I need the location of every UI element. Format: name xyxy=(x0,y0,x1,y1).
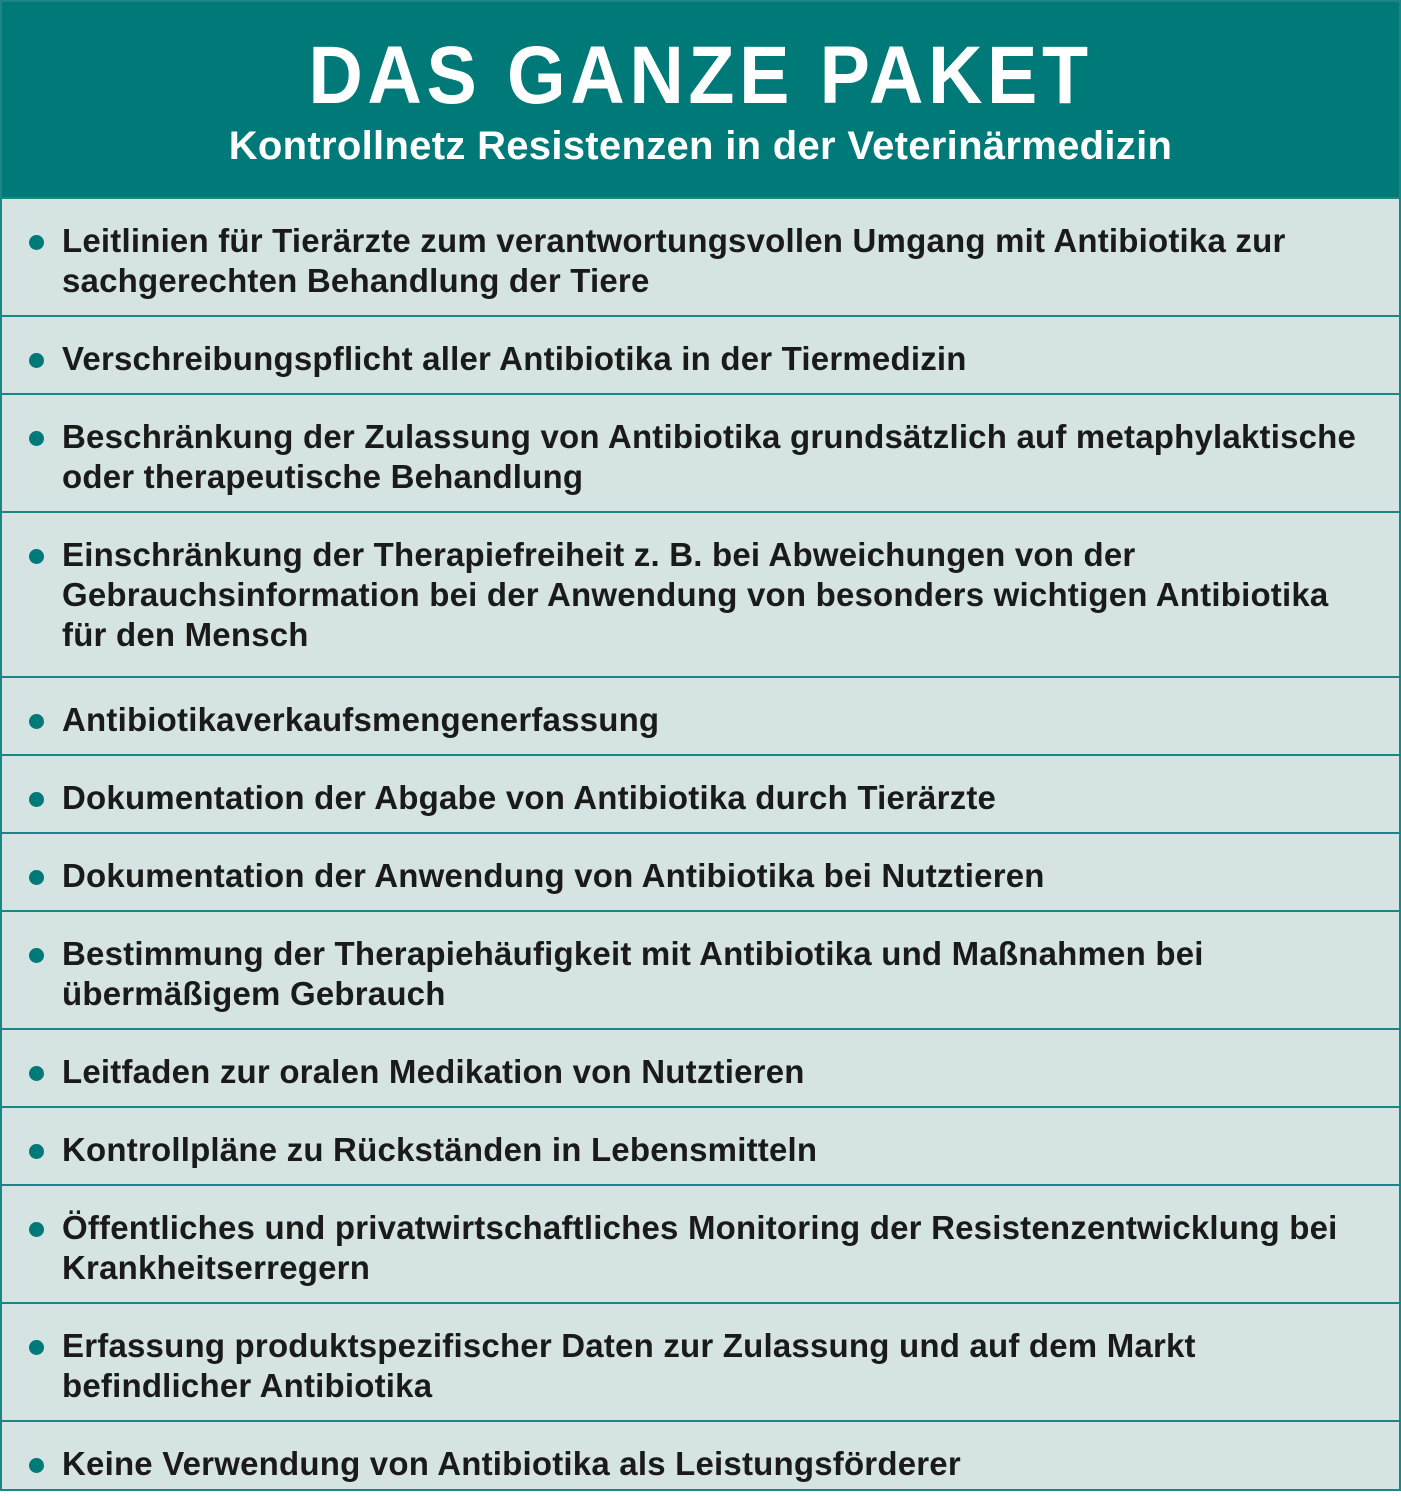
list-item xyxy=(2,395,1399,513)
panel-header xyxy=(2,2,1399,199)
list-item-text: Dokumentation der Abgabe von Antibiotika durch Tierärzte xyxy=(62,779,997,816)
list-item xyxy=(2,912,1399,1030)
list-item xyxy=(2,678,1399,756)
list-item-text: Verschreibungspflicht aller Antibiotika in der Tiermedizin xyxy=(62,340,967,377)
list-item xyxy=(2,317,1399,395)
bullet-icon xyxy=(29,235,44,250)
list-item-text: Erfassung produktspezifischer Daten zur Zulassung und auf dem Markt befindlicher Antibiotika xyxy=(62,1327,1196,1404)
bullet-icon xyxy=(29,1144,44,1159)
list-item xyxy=(2,1304,1399,1422)
list-item-text: Leitfaden zur oralen Medikation von Nutztieren xyxy=(62,1053,805,1090)
bullet-icon xyxy=(29,1066,44,1081)
bullet-icon xyxy=(29,353,44,368)
list-item-text: Einschränkung der Therapiefreiheit z. B. bei Abweichungen von der Gebrauchsinformation bei der Anwendung von besonders wichtigen Antibiotika für den Mensch xyxy=(62,536,1329,653)
list-item-text: Öffentliches und privatwirtschaftliches Monitoring der Resistenzentwicklung bei Krankheitserregern xyxy=(62,1209,1338,1286)
list-item xyxy=(2,513,1399,678)
list-item-text: Antibiotikaverkaufsmengenerfassung xyxy=(62,701,660,738)
bullet-icon xyxy=(29,870,44,885)
list-item xyxy=(2,834,1399,912)
bullet-icon xyxy=(29,549,44,564)
list-item xyxy=(2,1422,1399,1496)
list-item xyxy=(2,1108,1399,1186)
panel-subtitle: Kontrollnetz Resistenzen in der Veterinärmedizin xyxy=(228,124,1173,168)
list-item-text: Bestimmung der Therapiehäufigkeit mit Antibiotika und Maßnahmen bei übermäßigem Gebrauch xyxy=(62,935,1204,1012)
bullet-icon xyxy=(29,1340,44,1355)
bullet-icon xyxy=(29,948,44,963)
list-item xyxy=(2,1186,1399,1304)
list-item-text: Kontrollpläne zu Rückständen in Lebensmitteln xyxy=(62,1131,818,1168)
list-item xyxy=(2,1030,1399,1108)
panel-title: DAS GANZE PAKET xyxy=(308,30,1093,121)
bullet-icon xyxy=(29,1222,44,1237)
list-item-text: Leitlinien für Tierärzte zum verantwortungsvollen Umgang mit Antibiotika zur sachgerechten Behandlung der Tiere xyxy=(62,222,1286,299)
bullet-icon xyxy=(29,714,44,729)
list-item-text: Beschränkung der Zulassung von Antibiotika grundsätzlich auf metaphylaktische oder therapeutische Behandlung xyxy=(62,418,1357,495)
list-item-text: Keine Verwendung von Antibiotika als Leistungsförderer xyxy=(62,1445,961,1482)
bullet-icon xyxy=(29,431,44,446)
bullet-icon xyxy=(29,792,44,807)
list-item-text: Dokumentation der Anwendung von Antibiotika bei Nutztieren xyxy=(62,857,1045,894)
list-item xyxy=(2,756,1399,834)
measures-list xyxy=(2,199,1399,1496)
bullet-icon xyxy=(29,1458,44,1473)
list-item xyxy=(2,199,1399,317)
